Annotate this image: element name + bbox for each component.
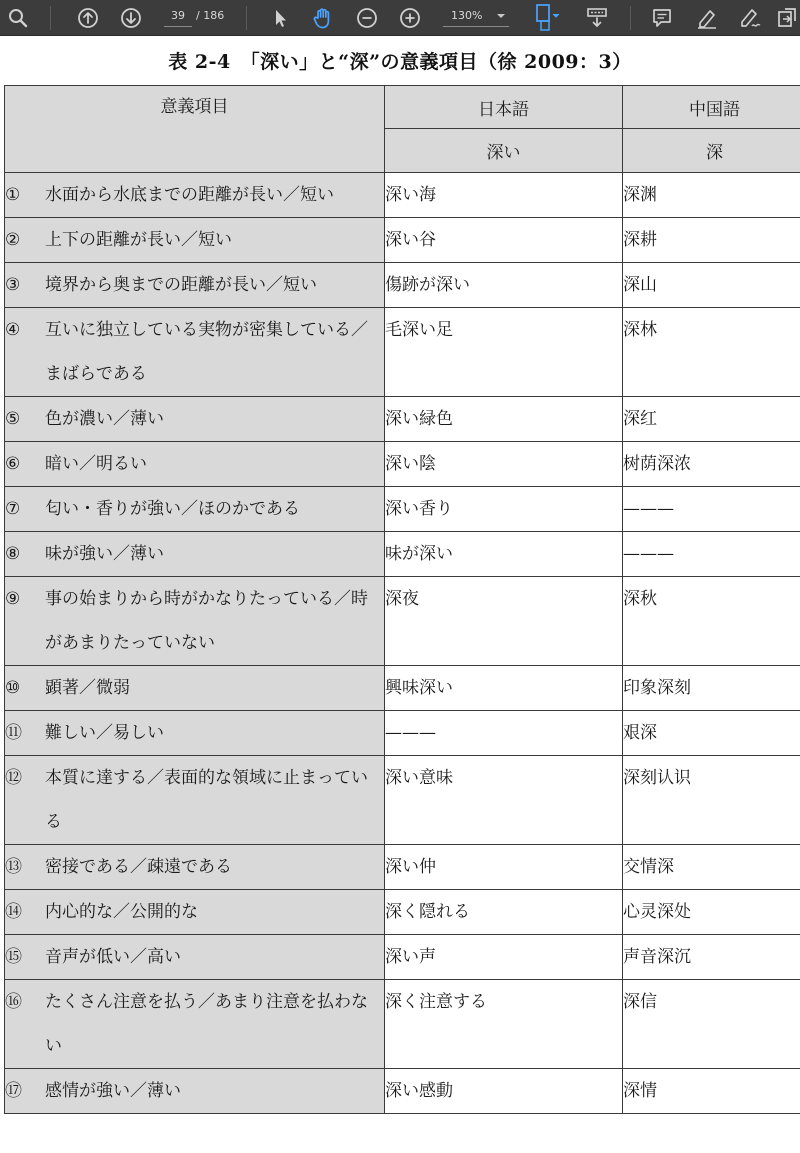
japanese-example-cell: 深い谷 <box>385 218 623 263</box>
table-row <box>5 1069 800 1114</box>
meaning-item-cell <box>5 756 385 845</box>
header-japanese: 日本語 <box>385 86 623 129</box>
chinese-example-cell: ——— <box>623 487 800 532</box>
search-icon[interactable] <box>2 0 34 36</box>
meaning-item-cell <box>5 532 385 577</box>
item-meaning: 水面から水底までの距離が長い／短い <box>45 185 334 205</box>
toolbar-divider <box>246 6 247 30</box>
meaning-item-cell <box>5 263 385 308</box>
item-number: ⑭ <box>5 902 22 922</box>
scroll-mode-icon[interactable] <box>581 0 613 36</box>
item-meaning: 密接である／疎遠である <box>45 857 232 877</box>
item-meaning: 互いに独立している実物が密集している／まばらである <box>45 320 368 384</box>
select-cursor-icon[interactable] <box>264 0 296 36</box>
table-row <box>5 666 800 711</box>
highlight-pen-icon[interactable] <box>691 0 723 36</box>
share-icon[interactable] <box>774 0 800 36</box>
item-number: ⑦ <box>5 499 21 519</box>
item-number: ⑮ <box>5 947 22 967</box>
table-row <box>5 487 800 532</box>
table-row <box>5 397 800 442</box>
chinese-example-cell: 深信 <box>623 980 800 1069</box>
table-row <box>5 577 800 666</box>
japanese-example-cell: ——— <box>385 711 623 756</box>
japanese-example-cell: 深い声 <box>385 935 623 980</box>
item-meaning: 事の始まりから時がかなりたっている／時があまりたっていない <box>45 589 368 653</box>
meaning-item-cell <box>5 218 385 263</box>
item-number: ⑧ <box>5 544 21 564</box>
meaning-item-cell <box>5 935 385 980</box>
meaning-item-cell <box>5 487 385 532</box>
chinese-example-cell: 深红 <box>623 397 800 442</box>
table-row <box>5 532 800 577</box>
table-row <box>5 263 800 308</box>
table-row <box>5 756 800 845</box>
meaning-item-cell <box>5 1069 385 1114</box>
item-meaning: 本質に達する／表面的な領域に止まっている <box>45 768 368 832</box>
header-chinese: 中国語 <box>623 86 800 129</box>
meaning-item-cell <box>5 890 385 935</box>
table-row <box>5 935 800 980</box>
page-number-input[interactable]: 39 <box>164 5 192 27</box>
item-meaning: 上下の距離が長い／短い <box>45 230 232 250</box>
chinese-example-cell: 声音深沉 <box>623 935 800 980</box>
meaning-item-cell <box>5 442 385 487</box>
table-row <box>5 442 800 487</box>
item-meaning: 色が濃い／薄い <box>45 409 164 429</box>
japanese-example-cell: 深い意味 <box>385 756 623 845</box>
previous-page-icon[interactable] <box>72 0 104 36</box>
item-number: ② <box>5 230 21 250</box>
chinese-example-cell: 深渊 <box>623 173 800 218</box>
item-meaning: 難しい／易しい <box>45 723 164 743</box>
item-meaning: 匂い・香りが強い／ほのかである <box>45 499 300 519</box>
chinese-example-cell: 心灵深处 <box>623 890 800 935</box>
table-row <box>5 218 800 263</box>
table-row <box>5 890 800 935</box>
item-meaning: 音声が低い／高い <box>45 947 181 967</box>
item-number: ⑥ <box>5 454 21 474</box>
meaning-item-cell <box>5 666 385 711</box>
meaning-item-cell <box>5 711 385 756</box>
meaning-item-cell <box>5 397 385 442</box>
comment-icon[interactable] <box>646 0 678 36</box>
page-total-label: / 186 <box>196 9 225 22</box>
table-row <box>5 711 800 756</box>
item-meaning: たくさん注意を払う／あまり注意を払わない <box>45 992 368 1056</box>
japanese-example-cell: 深い陰 <box>385 442 623 487</box>
chinese-example-cell: ——— <box>623 532 800 577</box>
meaning-table <box>4 85 800 1114</box>
chinese-example-cell: 深耕 <box>623 218 800 263</box>
chinese-example-cell: 深情 <box>623 1069 800 1114</box>
item-meaning: 境界から奥までの距離が長い／短い <box>45 275 317 295</box>
japanese-example-cell: 興味深い <box>385 666 623 711</box>
table-row <box>5 980 800 1069</box>
japanese-example-cell: 深い海 <box>385 173 623 218</box>
table-caption: 表 2-4 「深い」と“深”の意義項目（徐 2009：3） <box>168 51 632 73</box>
item-number: ⑩ <box>5 678 21 698</box>
japanese-example-cell: 深く隠れる <box>385 890 623 935</box>
chinese-example-cell: 深林 <box>623 308 800 397</box>
hand-tool-icon[interactable] <box>307 0 339 36</box>
japanese-example-cell: 深い緑色 <box>385 397 623 442</box>
meaning-item-cell <box>5 173 385 218</box>
item-meaning: 顕著／微弱 <box>45 678 130 698</box>
next-page-icon[interactable] <box>115 0 147 36</box>
chinese-example-cell: 深刻认识 <box>623 756 800 845</box>
zoom-in-icon[interactable] <box>394 0 426 36</box>
japanese-example-cell: 傷跡が深い <box>385 263 623 308</box>
japanese-example-cell: 深い香り <box>385 487 623 532</box>
japanese-example-cell: 毛深い足 <box>385 308 623 397</box>
item-number: ⑬ <box>5 857 22 877</box>
japanese-example-cell: 深夜 <box>385 577 623 666</box>
meaning-item-cell <box>5 577 385 666</box>
item-meaning: 味が強い／薄い <box>45 544 164 564</box>
page-fit-icon[interactable] <box>526 0 566 36</box>
header-japanese-word: 深い <box>385 129 623 173</box>
meaning-item-cell <box>5 845 385 890</box>
japanese-example-cell: 深い感動 <box>385 1069 623 1114</box>
table-row <box>5 173 800 218</box>
item-number: ④ <box>5 320 21 340</box>
item-number: ⑫ <box>5 768 22 788</box>
toolbar-divider <box>50 6 51 30</box>
item-meaning: 暗い／明るい <box>45 454 147 474</box>
chinese-example-cell: 艰深 <box>623 711 800 756</box>
item-number: ⑨ <box>5 589 21 609</box>
meaning-item-cell <box>5 308 385 397</box>
table-row <box>5 845 800 890</box>
japanese-example-cell: 深く注意する <box>385 980 623 1069</box>
chinese-example-cell: 深秋 <box>623 577 800 666</box>
chinese-example-cell: 树荫深浓 <box>623 442 800 487</box>
item-number: ⑯ <box>5 992 22 1012</box>
item-number: ① <box>5 185 21 205</box>
chevron-down-icon <box>497 14 505 18</box>
japanese-example-cell: 味が深い <box>385 532 623 577</box>
japanese-example-cell: 深い仲 <box>385 845 623 890</box>
table-row <box>5 308 800 397</box>
chinese-example-cell: 印象深刻 <box>623 666 800 711</box>
chinese-example-cell: 交情深 <box>623 845 800 890</box>
toolbar-divider <box>630 6 631 30</box>
item-meaning: 感情が強い／薄い <box>45 1081 181 1101</box>
item-number: ⑪ <box>5 723 22 743</box>
header-meaning-item: 意義項目 <box>5 86 385 173</box>
item-number: ⑰ <box>5 1081 22 1101</box>
item-meaning: 内心的な／公開的な <box>45 902 198 922</box>
zoom-level-dropdown[interactable] <box>443 5 509 27</box>
pdf-toolbar <box>0 0 800 36</box>
sign-icon[interactable] <box>734 0 766 36</box>
item-number: ⑤ <box>5 409 21 429</box>
meaning-item-cell <box>5 980 385 1069</box>
zoom-out-icon[interactable] <box>351 0 383 36</box>
zoom-level-value: 130% <box>451 9 483 22</box>
header-chinese-word: 深 <box>623 129 800 173</box>
chinese-example-cell: 深山 <box>623 263 800 308</box>
item-number: ③ <box>5 275 21 295</box>
table-body <box>5 173 800 1114</box>
